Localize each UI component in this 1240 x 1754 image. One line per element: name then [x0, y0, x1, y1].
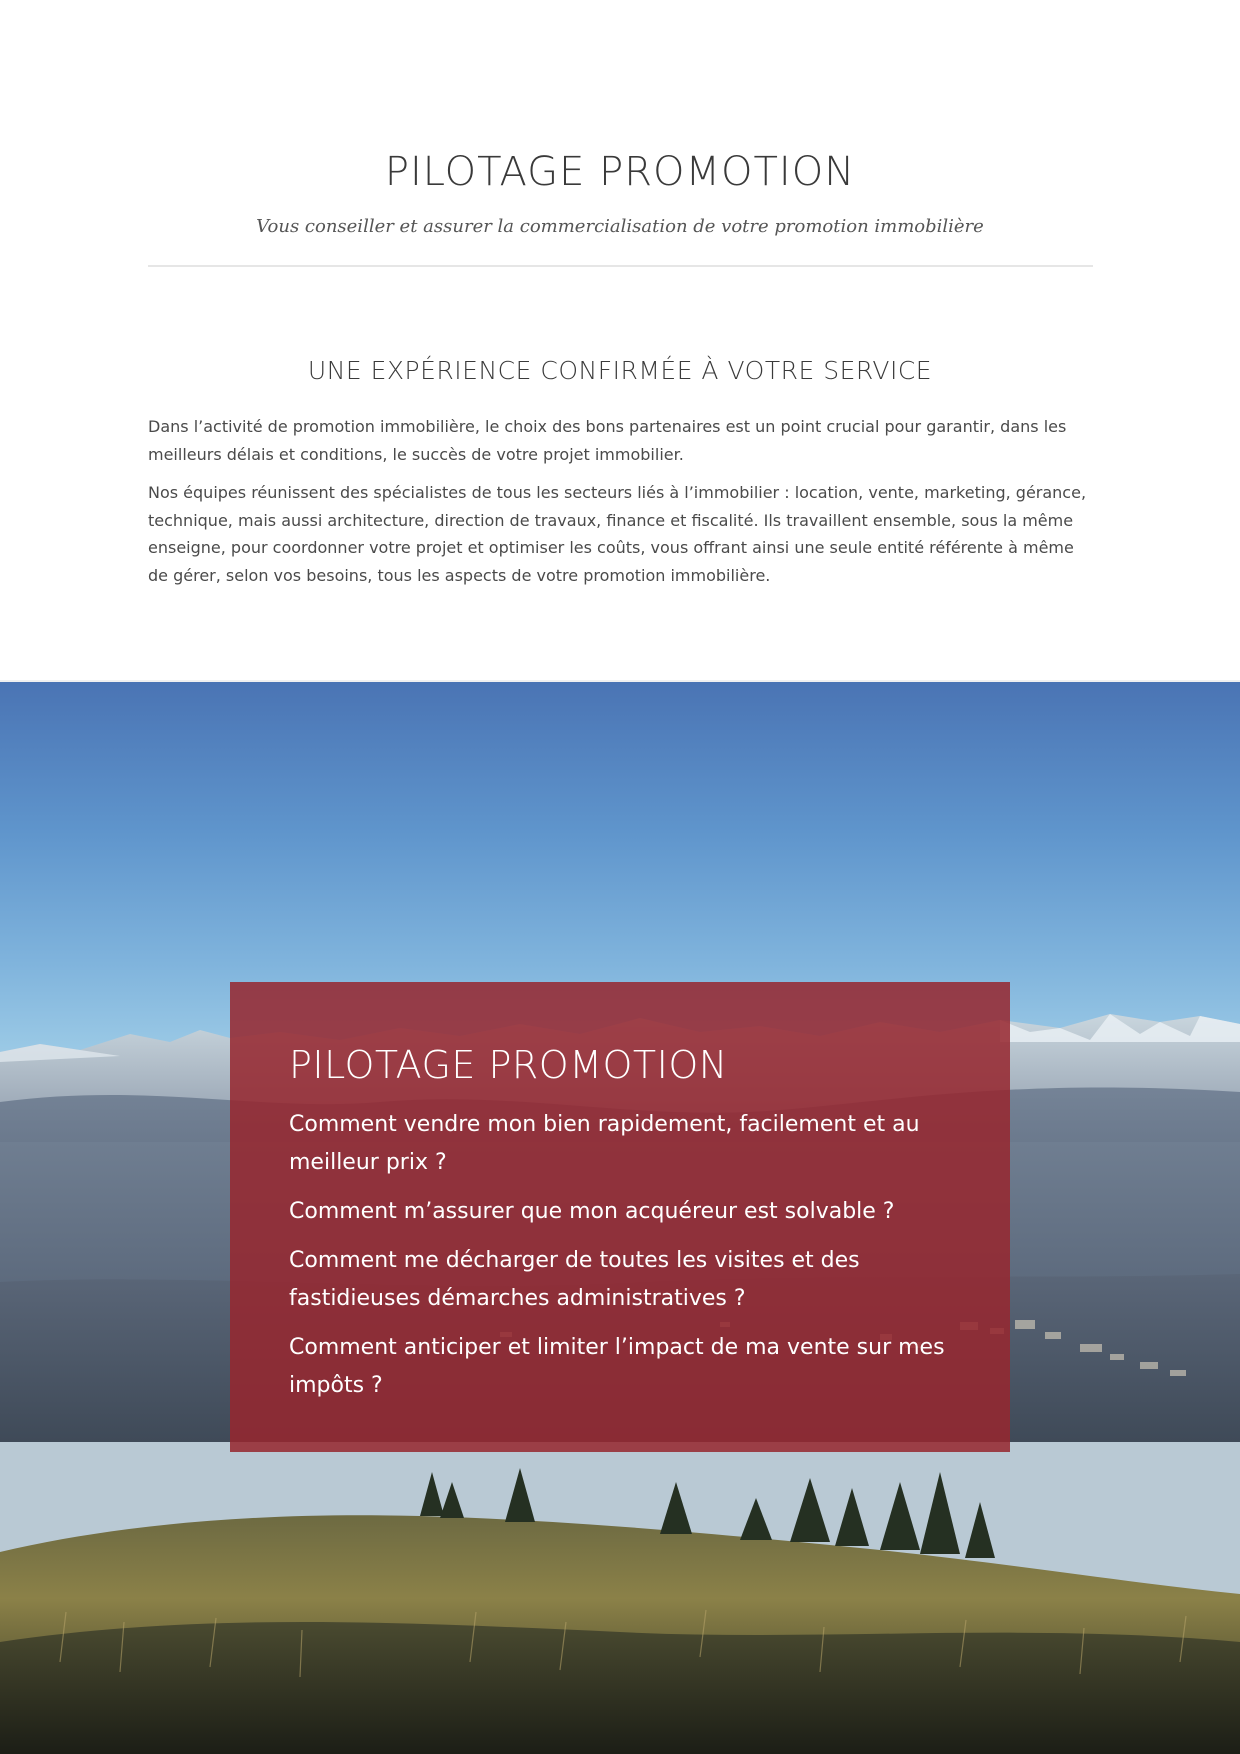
promo-question-1: Comment vendre mon bien rapidement, facilement et au meilleur prix ? [289, 1112, 920, 1175]
divider [148, 265, 1093, 267]
promo-question-2: Comment m’assurer que mon acquéreur est solvable ? [289, 1199, 895, 1224]
experience-heading: UNE EXPÉRIENCE CONFIRMÉE À VOTRE SERVICE [307, 356, 933, 385]
page-subtitle: Vous conseiller et assurer la commercialisation de votre promotion immobilière [256, 216, 984, 237]
experience-paragraph-1: Dans l’activité de promotion immobilière, le choix des bons partenaires est un point crucial pour garantir, dans les meilleurs délais et conditions, le succès de votre projet immobilier. [148, 417, 1067, 464]
intro-section [0, 0, 1240, 680]
promo-question-4: Comment anticiper et limiter l’impact de ma vente sur mes impôts ? [289, 1335, 945, 1398]
experience-paragraph-2: Nos équipes réunissent des spécialistes de tous les secteurs liés à l’immobilier : location, vente, marketing, gérance, technique, mais aussi architecture, direction de travaux, finance et fiscalité. Ils travaillent ensemble, sous la même enseigne, pour coordonner votre projet et optimiser les coûts, vous offrant ainsi une seule entité référente à même de gérer, selon vos besoins, tous les aspects de votre promotion immobilière. [148, 483, 1087, 585]
page-title: PILOTAGE PROMOTION [384, 149, 856, 195]
hero-section [0, 682, 1240, 1754]
promo-card [230, 982, 1010, 1452]
promo-question-3: Comment me décharger de toutes les visites et des fastidieuses démarches administratives ? [289, 1248, 860, 1311]
promo-title: PILOTAGE PROMOTION [289, 1043, 728, 1087]
